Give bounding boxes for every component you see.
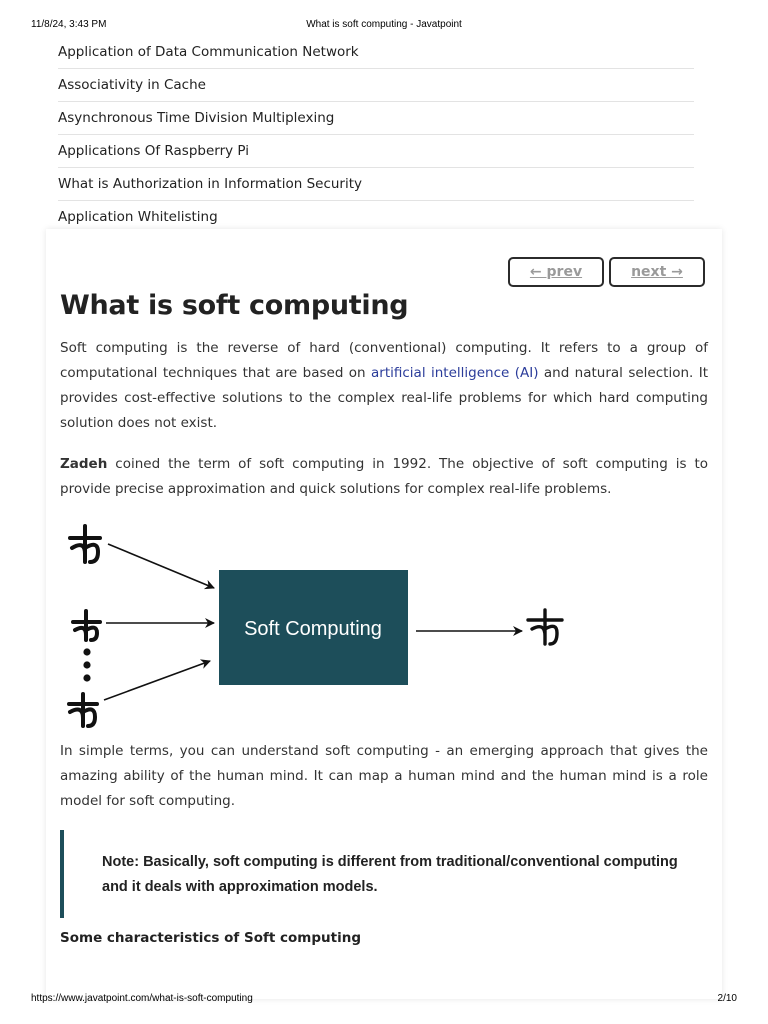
input-glyph-middle (73, 611, 100, 640)
simple-terms-paragraph: In simple terms, you can understand soft computing - an emerging approach that gives the amazing ability of the human mind. It can map a human mind and the human mind is a role model for soft computing. (60, 743, 708, 809)
related-link[interactable]: Associativity in Cache (58, 77, 206, 93)
related-link[interactable]: Application of Data Communication Network (58, 44, 359, 60)
soft-computing-diagram (60, 518, 580, 733)
prev-button[interactable]: ← prev (508, 257, 604, 287)
soft-computing-box-label: Soft Computing (244, 618, 382, 640)
zadeh-name: Zadeh (60, 456, 108, 472)
related-link[interactable]: What is Authorization in Information Security (58, 176, 363, 192)
related-link[interactable]: Applications Of Raspberry Pi (58, 143, 249, 159)
next-button[interactable]: next → (609, 257, 705, 287)
print-url: https://www.javatpoint.com/what-is-soft-computing (31, 993, 253, 1004)
intro-paragraph (60, 336, 708, 436)
vertical-dots (83, 648, 90, 681)
print-footer (0, 993, 768, 1007)
page-title: What is soft computing (60, 290, 409, 321)
characteristics-heading: Some characteristics of Soft computing (60, 930, 362, 946)
intro-text: Soft computing is the reverse of hard (conventional) computing. It refers to a group of computational techniques that are based on (60, 340, 708, 381)
output-glyph (528, 610, 562, 644)
intro-text-end: and natural selection. It provides cost-effective solutions to the complex real-life problems for which hard computing solution does not exist. (60, 365, 708, 431)
arrow-top (108, 544, 214, 588)
print-datetime: 11/8/24, 3:43 PM (31, 19, 107, 30)
related-link-item[interactable] (58, 168, 694, 201)
note-text: Note: Basically, soft computing is different from traditional/conventional computing and it deals with approximation models. (102, 854, 678, 895)
input-glyph-bottom (69, 694, 97, 726)
related-link-item[interactable] (58, 102, 694, 135)
related-link[interactable]: Application Whitelisting (58, 209, 218, 225)
print-page-number: 2/10 (717, 993, 737, 1004)
print-header (0, 19, 768, 33)
print-title: What is soft computing - Javatpoint (306, 19, 462, 30)
arrow-bottom (104, 661, 210, 700)
related-link-item[interactable] (58, 69, 694, 102)
input-glyph-top (70, 526, 100, 562)
zadeh-text: coined the term of soft computing in 1992. The objective of soft computing is to provide precise approximation and quick solutions for complex real-life problems. (60, 456, 708, 497)
zadeh-paragraph (60, 452, 708, 502)
related-link-item[interactable] (58, 135, 694, 168)
related-link-item[interactable] (58, 36, 694, 69)
related-link[interactable]: Asynchronous Time Division Multiplexing (58, 110, 335, 126)
pagination-buttons (508, 257, 706, 287)
ai-link[interactable]: artificial intelligence (AI) (371, 365, 539, 381)
related-links-list (58, 36, 694, 234)
note-box (60, 830, 708, 918)
